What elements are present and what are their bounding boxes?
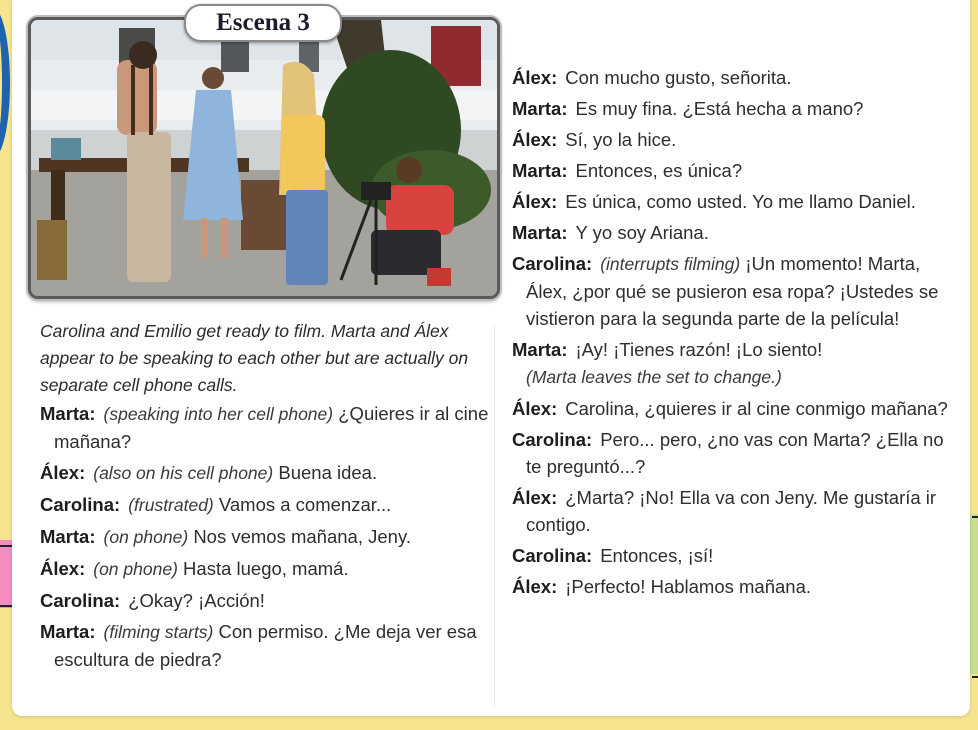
speaker-name: Carolina: [512, 429, 593, 450]
dialogue-line [512, 126, 957, 153]
speaker-name: Carolina: [512, 253, 593, 274]
column-divider [494, 326, 495, 706]
dialogue-text: ¿Okay? ¡Acción! [128, 590, 265, 611]
stage-direction: (frustrated) [128, 495, 214, 515]
pink-tab-decoration [0, 540, 12, 608]
dialogue-line [512, 484, 957, 538]
dialogue-text: ¡Perfecto! Hablamos mañana. [565, 576, 812, 597]
stage-direction: (also on his cell phone) [93, 463, 274, 483]
divider-line [0, 605, 12, 607]
speaker-name: Marta: [512, 98, 568, 119]
dialogue-line [512, 95, 957, 122]
dialogue-text: ¿Marta? ¡No! Ella va con Jeny. Me gustaría ir contigo. [526, 487, 937, 535]
speaker-name: Marta: [512, 339, 568, 360]
speaker-name: Carolina: [40, 590, 121, 611]
scene-title: Escena 3 [184, 4, 342, 42]
scene-intro: Carolina and Emilio get ready to film. Marta and Álex appear to be speaking to each other but are actually on separate cell phone calls. [40, 321, 469, 395]
divider-line [972, 516, 978, 518]
dialogue-text: Es muy fina. ¿Está hecha a mano? [575, 98, 864, 119]
dialogue-line [40, 400, 490, 455]
dialogue-line [512, 64, 957, 91]
dialogue-text: Es única, como usted. Yo me llamo Daniel. [565, 191, 916, 212]
green-tab-decoration [970, 514, 978, 674]
dialogue-line [40, 618, 490, 673]
stage-direction: (on phone) [103, 527, 189, 547]
dialogue-line [40, 555, 490, 583]
dialogue-text: Con mucho gusto, señorita. [565, 67, 792, 88]
stage-direction: (Marta leaves the set to change.) [526, 367, 782, 387]
dialogue-line [40, 587, 490, 614]
dialogue-line [512, 188, 957, 215]
dialogue-text: Sí, yo la hice. [565, 129, 677, 150]
dialogue-text: ¡Un momento! Marta, Álex, ¿por qué se pusieron esa ropa? ¡Ustedes se vistieron para la segunda parte de la película! [526, 253, 939, 329]
dialogue-line [40, 491, 490, 519]
speaker-name: Carolina: [40, 494, 121, 515]
dialogue-line [512, 219, 957, 246]
dialogue-line [40, 459, 490, 487]
scene-photo [28, 17, 500, 299]
stage-direction: (speaking into her cell phone) [103, 404, 334, 424]
dialogue-line [512, 573, 957, 600]
dialogue-line [512, 250, 957, 332]
dialogue-line [512, 157, 957, 184]
dialogue-text: Entonces, es única? [575, 160, 743, 181]
stage-direction: (interrupts filming) [600, 254, 741, 274]
speaker-name: Marta: [512, 222, 568, 243]
dialogue-text: Vamos a comenzar... [218, 494, 392, 515]
dialogue-text: Hasta luego, mamá. [183, 558, 349, 579]
dialogue-text: Nos vemos mañana, Jeny. [193, 526, 411, 547]
stage-direction: (filming starts) [103, 622, 214, 642]
dialogue-text: Buena idea. [278, 462, 378, 483]
textbook-page [12, 0, 970, 716]
dialogue-text: Pero... pero, ¿no vas con Marta? ¿Ella no te preguntó...? [526, 429, 944, 477]
dialogue-text: Con permiso. ¿Me deja ver esa escultura de piedra? [54, 621, 477, 670]
dialogue-line [512, 395, 957, 422]
speaker-name: Álex: [512, 67, 558, 88]
dialogue-text: Carolina, ¿quieres ir al cine conmigo mañana? [565, 398, 948, 419]
dialogue-text: ¡Ay! ¡Tienes razón! ¡Lo siento! [575, 339, 823, 360]
divider-line [972, 676, 978, 678]
dialogue-line [512, 542, 957, 569]
dialogue-line [512, 426, 957, 480]
speaker-name: Álex: [40, 462, 86, 483]
speaker-name: Álex: [512, 191, 558, 212]
dialogue-line [40, 523, 490, 551]
divider-line [0, 545, 12, 547]
film-set-illustration [31, 20, 497, 296]
dialogue-text: Entonces, ¡sí! [600, 545, 714, 566]
speaker-name: Marta: [512, 160, 568, 181]
speaker-name: Marta: [40, 526, 96, 547]
stage-direction: (on phone) [93, 559, 178, 579]
dialogue-right-column [512, 64, 957, 604]
dialogue-text: ¿Quieres ir al cine mañana? [54, 403, 489, 452]
speaker-name: Álex: [512, 487, 558, 508]
speaker-name: Álex: [512, 129, 558, 150]
speaker-name: Álex: [512, 576, 558, 597]
speaker-name: Marta: [40, 621, 96, 642]
speaker-name: Carolina: [512, 545, 593, 566]
speaker-name: Álex: [40, 558, 86, 579]
dialogue-left-column [40, 400, 490, 677]
dialogue-line [512, 336, 957, 391]
dialogue-text: Y yo soy Ariana. [575, 222, 709, 243]
speaker-name: Marta: [40, 403, 96, 424]
speaker-name: Álex: [512, 398, 558, 419]
